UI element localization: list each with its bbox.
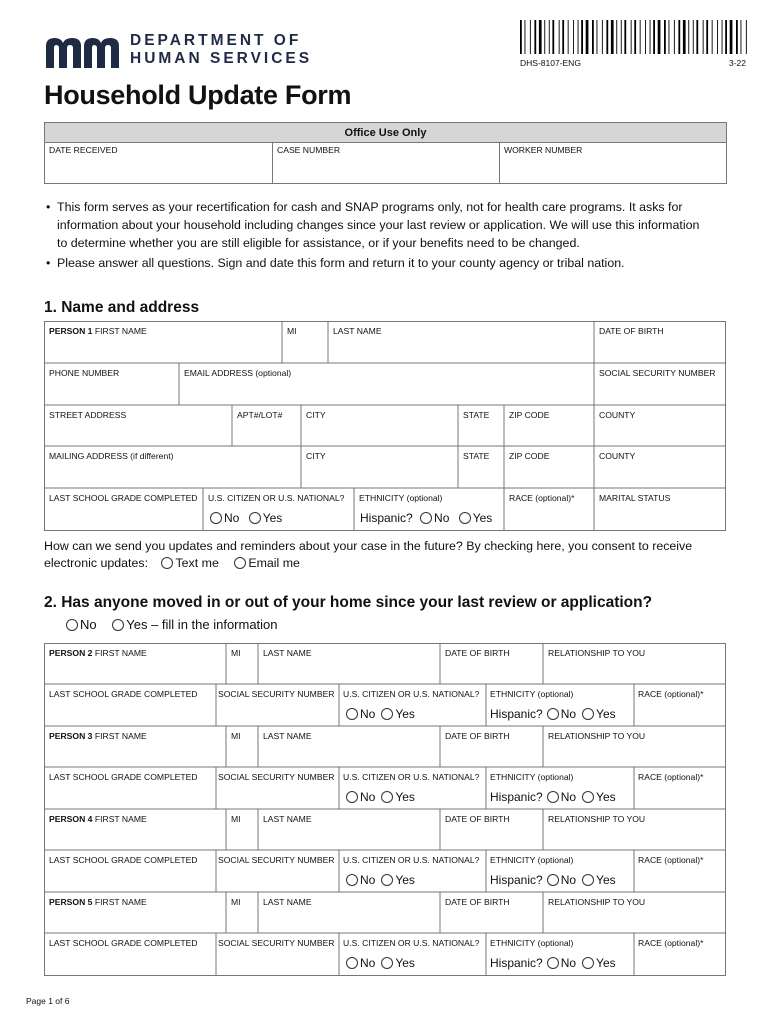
state-field[interactable]: STATE bbox=[463, 410, 490, 420]
page-title: Household Update Form bbox=[44, 80, 352, 110]
option-label: No bbox=[560, 790, 577, 804]
hispanic-yes-radio[interactable] bbox=[582, 957, 594, 969]
hispanic-label: Hispanic? bbox=[490, 873, 543, 887]
field-label: CASE NUMBER bbox=[277, 145, 341, 155]
person-label: PERSON 1 bbox=[49, 326, 93, 336]
moved-options bbox=[66, 617, 278, 632]
person-5-mi-field[interactable]: MI bbox=[231, 897, 241, 907]
person-label: PERSON 3 bbox=[49, 731, 93, 741]
person-5-ssn-field[interactable]: SOCIAL SECURITY NUMBER bbox=[218, 938, 335, 948]
person-2-school-field[interactable]: LAST SCHOOL GRADE COMPLETED bbox=[49, 689, 198, 699]
mailing-address-field[interactable]: MAILING ADDRESS (if different) bbox=[49, 451, 174, 461]
citizen-no-radio[interactable] bbox=[346, 874, 358, 886]
person-2-hispanic-options bbox=[490, 707, 616, 721]
person-5-relationship-field[interactable]: RELATIONSHIP TO YOU bbox=[548, 897, 646, 907]
hispanic-yes-radio[interactable] bbox=[582, 708, 594, 720]
field-label: WORKER NUMBER bbox=[504, 145, 583, 155]
race-field[interactable]: RACE (optional)* bbox=[509, 493, 575, 503]
person-3-mi-field[interactable]: MI bbox=[231, 731, 241, 741]
citizen-label: U.S. CITIZEN OR U.S. NATIONAL? bbox=[208, 493, 345, 503]
person-4-relationship-field[interactable]: RELATIONSHIP TO YOU bbox=[548, 814, 646, 824]
person-2-first-name-field[interactable] bbox=[49, 648, 147, 658]
option-label: Text me bbox=[175, 556, 219, 570]
hispanic-yes-radio[interactable] bbox=[582, 874, 594, 886]
person-3-dob-field[interactable]: DATE OF BIRTH bbox=[445, 731, 510, 741]
intro-bullet-2 bbox=[46, 254, 706, 272]
ssn-field[interactable]: SOCIAL SECURITY NUMBER bbox=[599, 368, 716, 378]
county-field[interactable]: COUNTY bbox=[599, 410, 636, 420]
person-4-ethnicity-label: ETHNICITY (optional) bbox=[490, 855, 574, 865]
bullet-text: This form serves as your recertification for cash and SNAP programs only, not for health care programs. It asks for information about your household including changes since your last review or application. We will use this information to determine whether you are still eligible for assistance, or if your benefits need to be changed. bbox=[57, 200, 700, 250]
citizen-options bbox=[210, 511, 282, 525]
person-5-last-name-field[interactable]: LAST NAME bbox=[263, 897, 312, 907]
person-1-first-name-field[interactable] bbox=[49, 326, 147, 336]
hispanic-yes-radio[interactable] bbox=[459, 512, 471, 524]
barcode-icon bbox=[520, 20, 748, 54]
person-4-first-name-field[interactable] bbox=[49, 814, 147, 824]
email-me-radio[interactable] bbox=[234, 557, 246, 569]
person-1-mi-field[interactable]: MI bbox=[287, 326, 297, 336]
option-label: Yes bbox=[596, 956, 616, 970]
citizen-no-radio[interactable] bbox=[346, 957, 358, 969]
citizen-yes-radio[interactable] bbox=[249, 512, 261, 524]
hispanic-no-radio[interactable] bbox=[547, 791, 559, 803]
citizen-yes-radio[interactable] bbox=[381, 874, 393, 886]
street-address-field[interactable]: STREET ADDRESS bbox=[49, 410, 127, 420]
person-4-citizen-label: U.S. CITIZEN OR U.S. NATIONAL? bbox=[343, 855, 480, 865]
person-4-dob-field[interactable]: DATE OF BIRTH bbox=[445, 814, 510, 824]
citizen-yes-radio[interactable] bbox=[381, 957, 393, 969]
person-4-race-field[interactable]: RACE (optional)* bbox=[638, 855, 704, 865]
person-3-first-name-field[interactable] bbox=[49, 731, 147, 741]
logo-line-1: DEPARTMENT OF bbox=[130, 32, 302, 49]
person-2-last-name-field[interactable]: LAST NAME bbox=[263, 648, 312, 658]
phone-number-field[interactable]: PHONE NUMBER bbox=[49, 368, 120, 378]
mailing-county-field[interactable]: COUNTY bbox=[599, 451, 636, 461]
option-label: Yes bbox=[395, 956, 415, 970]
person-4-last-name-field[interactable]: LAST NAME bbox=[263, 814, 312, 824]
form-id: DHS-8107-ENG bbox=[520, 58, 581, 68]
person-2-dob-field[interactable]: DATE OF BIRTH bbox=[445, 648, 510, 658]
option-label: Yes bbox=[262, 511, 283, 525]
person-5-school-field[interactable]: LAST SCHOOL GRADE COMPLETED bbox=[49, 938, 198, 948]
bullet-icon: • bbox=[46, 200, 51, 214]
citizen-no-radio[interactable] bbox=[346, 791, 358, 803]
hispanic-no-radio[interactable] bbox=[547, 874, 559, 886]
office-use-heading: Office Use Only bbox=[45, 123, 727, 143]
person-5-dob-field[interactable]: DATE OF BIRTH bbox=[445, 897, 510, 907]
person-2-citizen-options bbox=[346, 707, 415, 721]
intro-bullet-1 bbox=[46, 198, 706, 252]
person-3-hispanic-options bbox=[490, 790, 616, 804]
field-label: DATE RECEIVED bbox=[49, 145, 118, 155]
hispanic-label: Hispanic? bbox=[490, 707, 543, 721]
person-5-hispanic-options bbox=[490, 956, 616, 970]
option-label: No bbox=[360, 956, 376, 970]
field-label: FIRST NAME bbox=[94, 326, 147, 336]
contact-question: How can we send you updates and reminders about your case in the future? By checking here, you consent to receive electronic updates: bbox=[44, 539, 693, 570]
person-5-citizen-label: U.S. CITIZEN OR U.S. NATIONAL? bbox=[343, 938, 480, 948]
section-1-heading: 1. Name and address bbox=[44, 299, 200, 316]
person-3-citizen-options bbox=[346, 790, 415, 804]
office-use-table bbox=[44, 122, 727, 184]
person-2-citizen-label: U.S. CITIZEN OR U.S. NATIONAL? bbox=[343, 689, 480, 699]
option-label: Email me bbox=[248, 556, 300, 570]
school-grade-field[interactable]: LAST SCHOOL GRADE COMPLETED bbox=[49, 493, 198, 503]
person-3-last-name-field[interactable]: LAST NAME bbox=[263, 731, 312, 741]
hispanic-label: Hispanic? bbox=[490, 956, 543, 970]
apt-lot-field[interactable]: APT#/LOT# bbox=[237, 410, 283, 420]
option-label: No bbox=[360, 873, 376, 887]
moved-yes-radio[interactable] bbox=[112, 619, 124, 631]
option-label: Yes bbox=[395, 873, 415, 887]
person-5-ethnicity-label: ETHNICITY (optional) bbox=[490, 938, 574, 948]
person-4-citizen-options bbox=[346, 873, 415, 887]
hispanic-no-radio[interactable] bbox=[547, 957, 559, 969]
person-5-first-name-field[interactable] bbox=[49, 897, 147, 907]
zip-field[interactable]: ZIP CODE bbox=[509, 410, 550, 420]
case-number-field[interactable] bbox=[273, 143, 500, 184]
option-label: No bbox=[434, 511, 450, 525]
moved-no-radio[interactable] bbox=[66, 619, 78, 631]
person-4-hispanic-options bbox=[490, 873, 616, 887]
person-3-ssn-field[interactable]: SOCIAL SECURITY NUMBER bbox=[218, 772, 335, 782]
option-label: Yes bbox=[596, 790, 616, 804]
person-2-race-field[interactable]: RACE (optional)* bbox=[638, 689, 704, 699]
email-field[interactable]: EMAIL ADDRESS (optional) bbox=[184, 368, 292, 378]
bullet-icon: • bbox=[46, 256, 51, 270]
option-label: No bbox=[560, 707, 577, 721]
option-label: Yes bbox=[395, 707, 415, 721]
person-2-relationship-field[interactable]: RELATIONSHIP TO YOU bbox=[548, 648, 646, 658]
person-label: PERSON 4 bbox=[49, 814, 93, 824]
person-4-school-field[interactable]: LAST SCHOOL GRADE COMPLETED bbox=[49, 855, 198, 865]
person-4-mi-field[interactable]: MI bbox=[231, 814, 241, 824]
person-2-ethnicity-label: ETHNICITY (optional) bbox=[490, 689, 574, 699]
hispanic-no-radio[interactable] bbox=[547, 708, 559, 720]
citizen-yes-radio[interactable] bbox=[381, 791, 393, 803]
hispanic-label: Hispanic? bbox=[360, 511, 413, 525]
household-members-grid bbox=[44, 643, 726, 976]
citizen-no-radio[interactable] bbox=[210, 512, 222, 524]
person-5-race-field[interactable]: RACE (optional)* bbox=[638, 938, 704, 948]
city-field[interactable]: CITY bbox=[306, 410, 326, 420]
worker-number-field[interactable] bbox=[500, 143, 727, 184]
field-label: FIRST NAME bbox=[94, 648, 147, 658]
contact-preference bbox=[44, 538, 734, 572]
revision-date: 3-22 bbox=[729, 58, 747, 68]
person-5-citizen-options bbox=[346, 956, 415, 970]
person-3-citizen-label: U.S. CITIZEN OR U.S. NATIONAL? bbox=[343, 772, 480, 782]
citizen-no-radio[interactable] bbox=[346, 708, 358, 720]
person-1-last-name-field[interactable]: LAST NAME bbox=[333, 326, 382, 336]
dhs-logo bbox=[44, 30, 314, 70]
hispanic-options bbox=[360, 511, 492, 525]
person-3-race-field[interactable]: RACE (optional)* bbox=[638, 772, 704, 782]
hispanic-label: Hispanic? bbox=[490, 790, 543, 804]
page-number: Page 1 of 6 bbox=[26, 996, 70, 1006]
person-3-relationship-field[interactable]: RELATIONSHIP TO YOU bbox=[548, 731, 646, 741]
mailing-zip-field[interactable]: ZIP CODE bbox=[509, 451, 550, 461]
marital-status-field[interactable]: MARITAL STATUS bbox=[599, 493, 671, 503]
field-label: FIRST NAME bbox=[94, 897, 147, 907]
option-label: Yes bbox=[596, 707, 616, 721]
logo-line-2: HUMAN SERVICES bbox=[130, 50, 313, 67]
field-label: FIRST NAME bbox=[94, 731, 147, 741]
date-received-field[interactable] bbox=[45, 143, 273, 184]
option-label: No bbox=[560, 956, 577, 970]
option-label: No bbox=[560, 873, 577, 887]
mailing-state-field[interactable]: STATE bbox=[463, 451, 490, 461]
option-label: Yes bbox=[596, 873, 616, 887]
option-label: Yes – fill in the information bbox=[126, 617, 278, 632]
option-label: Yes bbox=[395, 790, 415, 804]
hispanic-no-radio[interactable] bbox=[420, 512, 432, 524]
citizen-yes-radio[interactable] bbox=[381, 708, 393, 720]
person-3-school-field[interactable]: LAST SCHOOL GRADE COMPLETED bbox=[49, 772, 198, 782]
person-3-ethnicity-label: ETHNICITY (optional) bbox=[490, 772, 574, 782]
section-2-heading: 2. Has anyone moved in or out of your home since your last review or application? bbox=[44, 594, 653, 611]
bullet-text: Please answer all questions. Sign and date this form and return it to your county agency or tribal nation. bbox=[57, 256, 625, 270]
person-4-ssn-field[interactable]: SOCIAL SECURITY NUMBER bbox=[218, 855, 335, 865]
option-label: No bbox=[80, 617, 97, 632]
option-label: No bbox=[224, 511, 240, 525]
minnesota-logo-icon bbox=[44, 34, 122, 68]
ethnicity-label: ETHNICITY (optional) bbox=[359, 493, 443, 503]
option-label: No bbox=[360, 790, 376, 804]
text-me-radio[interactable] bbox=[161, 557, 173, 569]
person-label: PERSON 2 bbox=[49, 648, 93, 658]
field-label: FIRST NAME bbox=[94, 814, 147, 824]
hispanic-yes-radio[interactable] bbox=[582, 791, 594, 803]
person-2-ssn-field[interactable]: SOCIAL SECURITY NUMBER bbox=[218, 689, 335, 699]
person-2-mi-field[interactable]: MI bbox=[231, 648, 241, 658]
option-label: Yes bbox=[472, 511, 493, 525]
mailing-city-field[interactable]: CITY bbox=[306, 451, 326, 461]
option-label: No bbox=[360, 707, 376, 721]
person-1-dob-field[interactable]: DATE OF BIRTH bbox=[599, 326, 664, 336]
section-1-grid bbox=[44, 321, 726, 531]
person-label: PERSON 5 bbox=[49, 897, 93, 907]
